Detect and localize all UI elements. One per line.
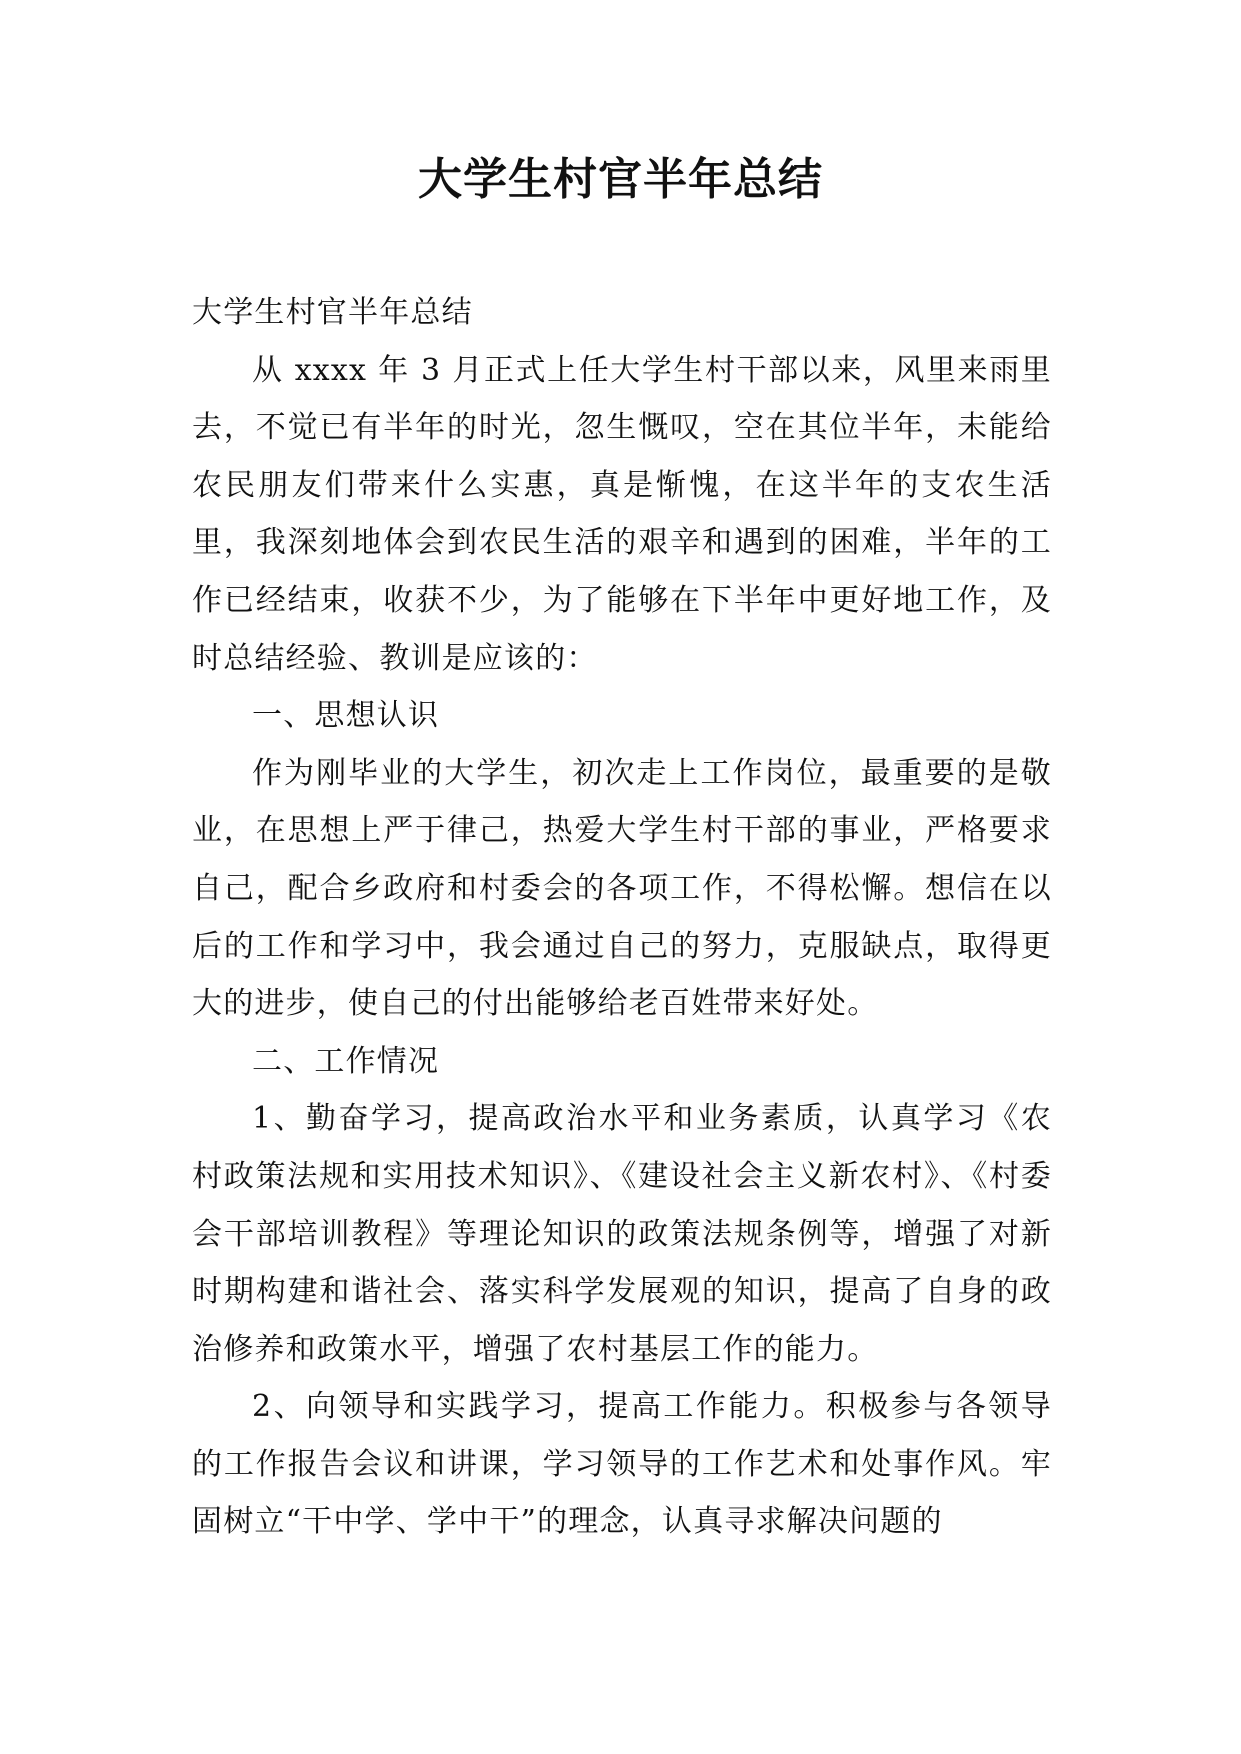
paragraph-subtitle: 大学生村官半年总结 [192, 295, 473, 330]
paragraph-item-1: 1、勤奋学习，提高政治水平和业务素质，认真学习《农村政策法规和实用技术知识》、《建设社会主义新农村》、《村委会干部培训教程》等理论知识的政策法规条例等，增强了对新时期构建和谐社会、落实科学发展观的知识，提高了自身的政治修养和政策水平，增强了农村基层工作的能力。 [192, 1101, 1052, 1367]
paragraph-item-2: 2、向领导和实践学习，提高工作能力。积极参与各领导的工作报告会议和讲课，学习领导的工作艺术和处事作风。牢固树立“干中学、学中干”的理念，认真寻求解决问题的 [192, 1389, 1052, 1540]
document-body [192, 284, 1052, 1551]
paragraph-thoughts: 作为刚毕业的大学生，初次走上工作岗位，最重要的是敬业，在思想上严于律己，热爱大学生村干部的事业，严格要求自己，配合乡政府和村委会的各项工作，不得松懈。想信在以后的工作和学习中，我会通过自己的努力，克服缺点，取得更大的进步，使自己的付出能够给老百姓带来好处。 [192, 755, 1052, 1022]
section-heading-2: 二、工作情况 [252, 1043, 440, 1079]
section-heading-1: 一、思想认识 [252, 698, 440, 734]
document-title: 大学生村官半年总结 [418, 154, 823, 205]
paragraph-intro: 从 xxxx 年 3 月正式上任大学生村干部以来，风里来雨里去，不觉已有半年的时光，忽生慨叹，空在其位半年，未能给农民朋友们带来什么实惠，真是惭愧，在这半年的支农生活里，我深刻地体会到农民生活的艰辛和遇到的困难，半年的工作已经结束，收获不少，为了能够在下半年中更好地工作，及时总结经验、教训是应该的： [192, 352, 1052, 676]
